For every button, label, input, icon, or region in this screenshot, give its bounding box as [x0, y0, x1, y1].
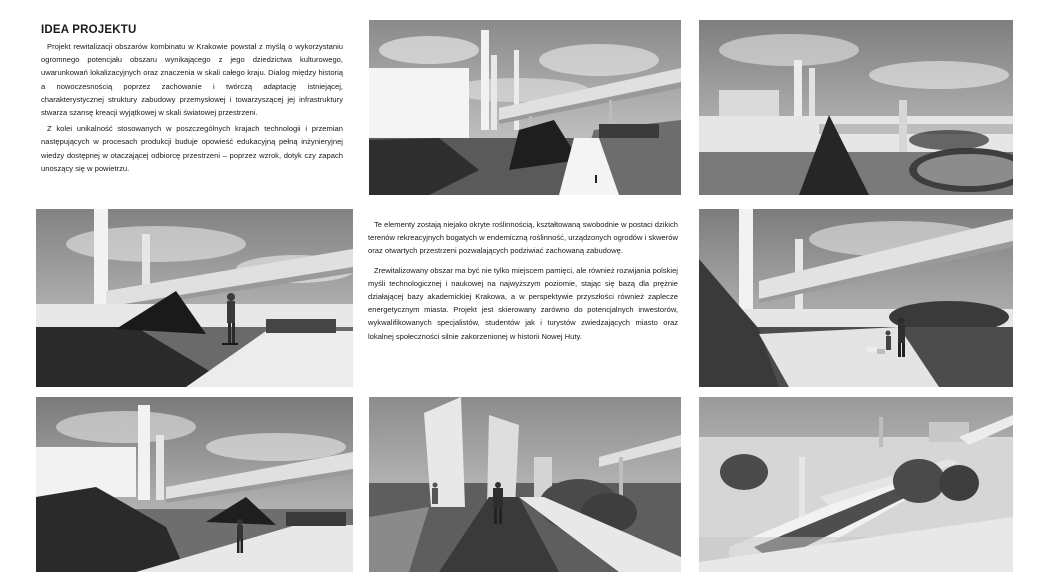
- middle-paragraph-1: Te elementy zostają niejako okryte roślinnością, kształtowaną swobodnie w postaci dzikich terenów rekreacyjnych bogatych w endemiczną roślinność, urządzonych ogrodów i skwerów oraz otwartych przestrzeni pozwalających podziwiać zachowaną zabudowę.: [368, 220, 678, 256]
- render-skateboarder-mounds: [36, 209, 353, 387]
- middle-text-block: [368, 218, 678, 343]
- render-walker-mounds: [36, 397, 353, 572]
- render-couple-with-dogs: [699, 209, 1013, 387]
- render-pipeline-water-basin: [699, 20, 1013, 195]
- intro-paragraph-1: Projekt rewitalizacji obszarów kombinatu w Krakowie powstał z myślą o wykorzystaniu ogromnego potencjału obszaru wynikającego z jego dziedzictwa kulturowego, uwarunkowań lokalizacyjnych oraz znaczenia w skali całego kraju. Dialog między historią a nowoczesnością poprzez zachowanie i twórczą adaptację istniejącej, charakterystycznej struktury zabudowy przemysłowej i towarzyszącej jej infrastruktury stwarza szansę kreacji wyjątkowej w skali światowej przestrzeni.: [41, 42, 343, 118]
- intro-paragraph-2: Z kolei unikalność stosowanych w poszczególnych krajach technologii i przemian następujących w procesach produkcji buduje opowieść edukacyjną pełną inżynieryjnej wiedzy dostępnej w otaczającej odbiorcę przestrzeni – poprzez wzrok, dotyk czy zapach unoszący się w powietrzu.: [41, 124, 343, 173]
- section-heading: IDEA PROJEKTU: [41, 24, 137, 36]
- render-gate-walls-path: [369, 397, 681, 572]
- intro-text-block: [41, 24, 343, 175]
- render-chimneys-pipeline-path: [369, 20, 681, 195]
- render-aerial-water-channel: [699, 397, 1013, 572]
- middle-paragraph-2: Zrewitalizowany obszar ma być nie tylko miejscem pamięci, ale również rozwijania polskiej myśli technologicznej i naukowej na najwyższym poziomie, stając się bazą dla prężnie działającej bazy akademickiej Krakowa, a w perspektywie przyszłości również zaplecze energetycznym miasta. Projekt jest skierowany zarówno do potencjalnych inwestorów, wykwalifikowanych specjalistów, studentów jak i turystów zwiedzających miasto oraz lokalnej społeczności silnie zakorzenionej w historii Nowej Huty.: [368, 265, 678, 341]
